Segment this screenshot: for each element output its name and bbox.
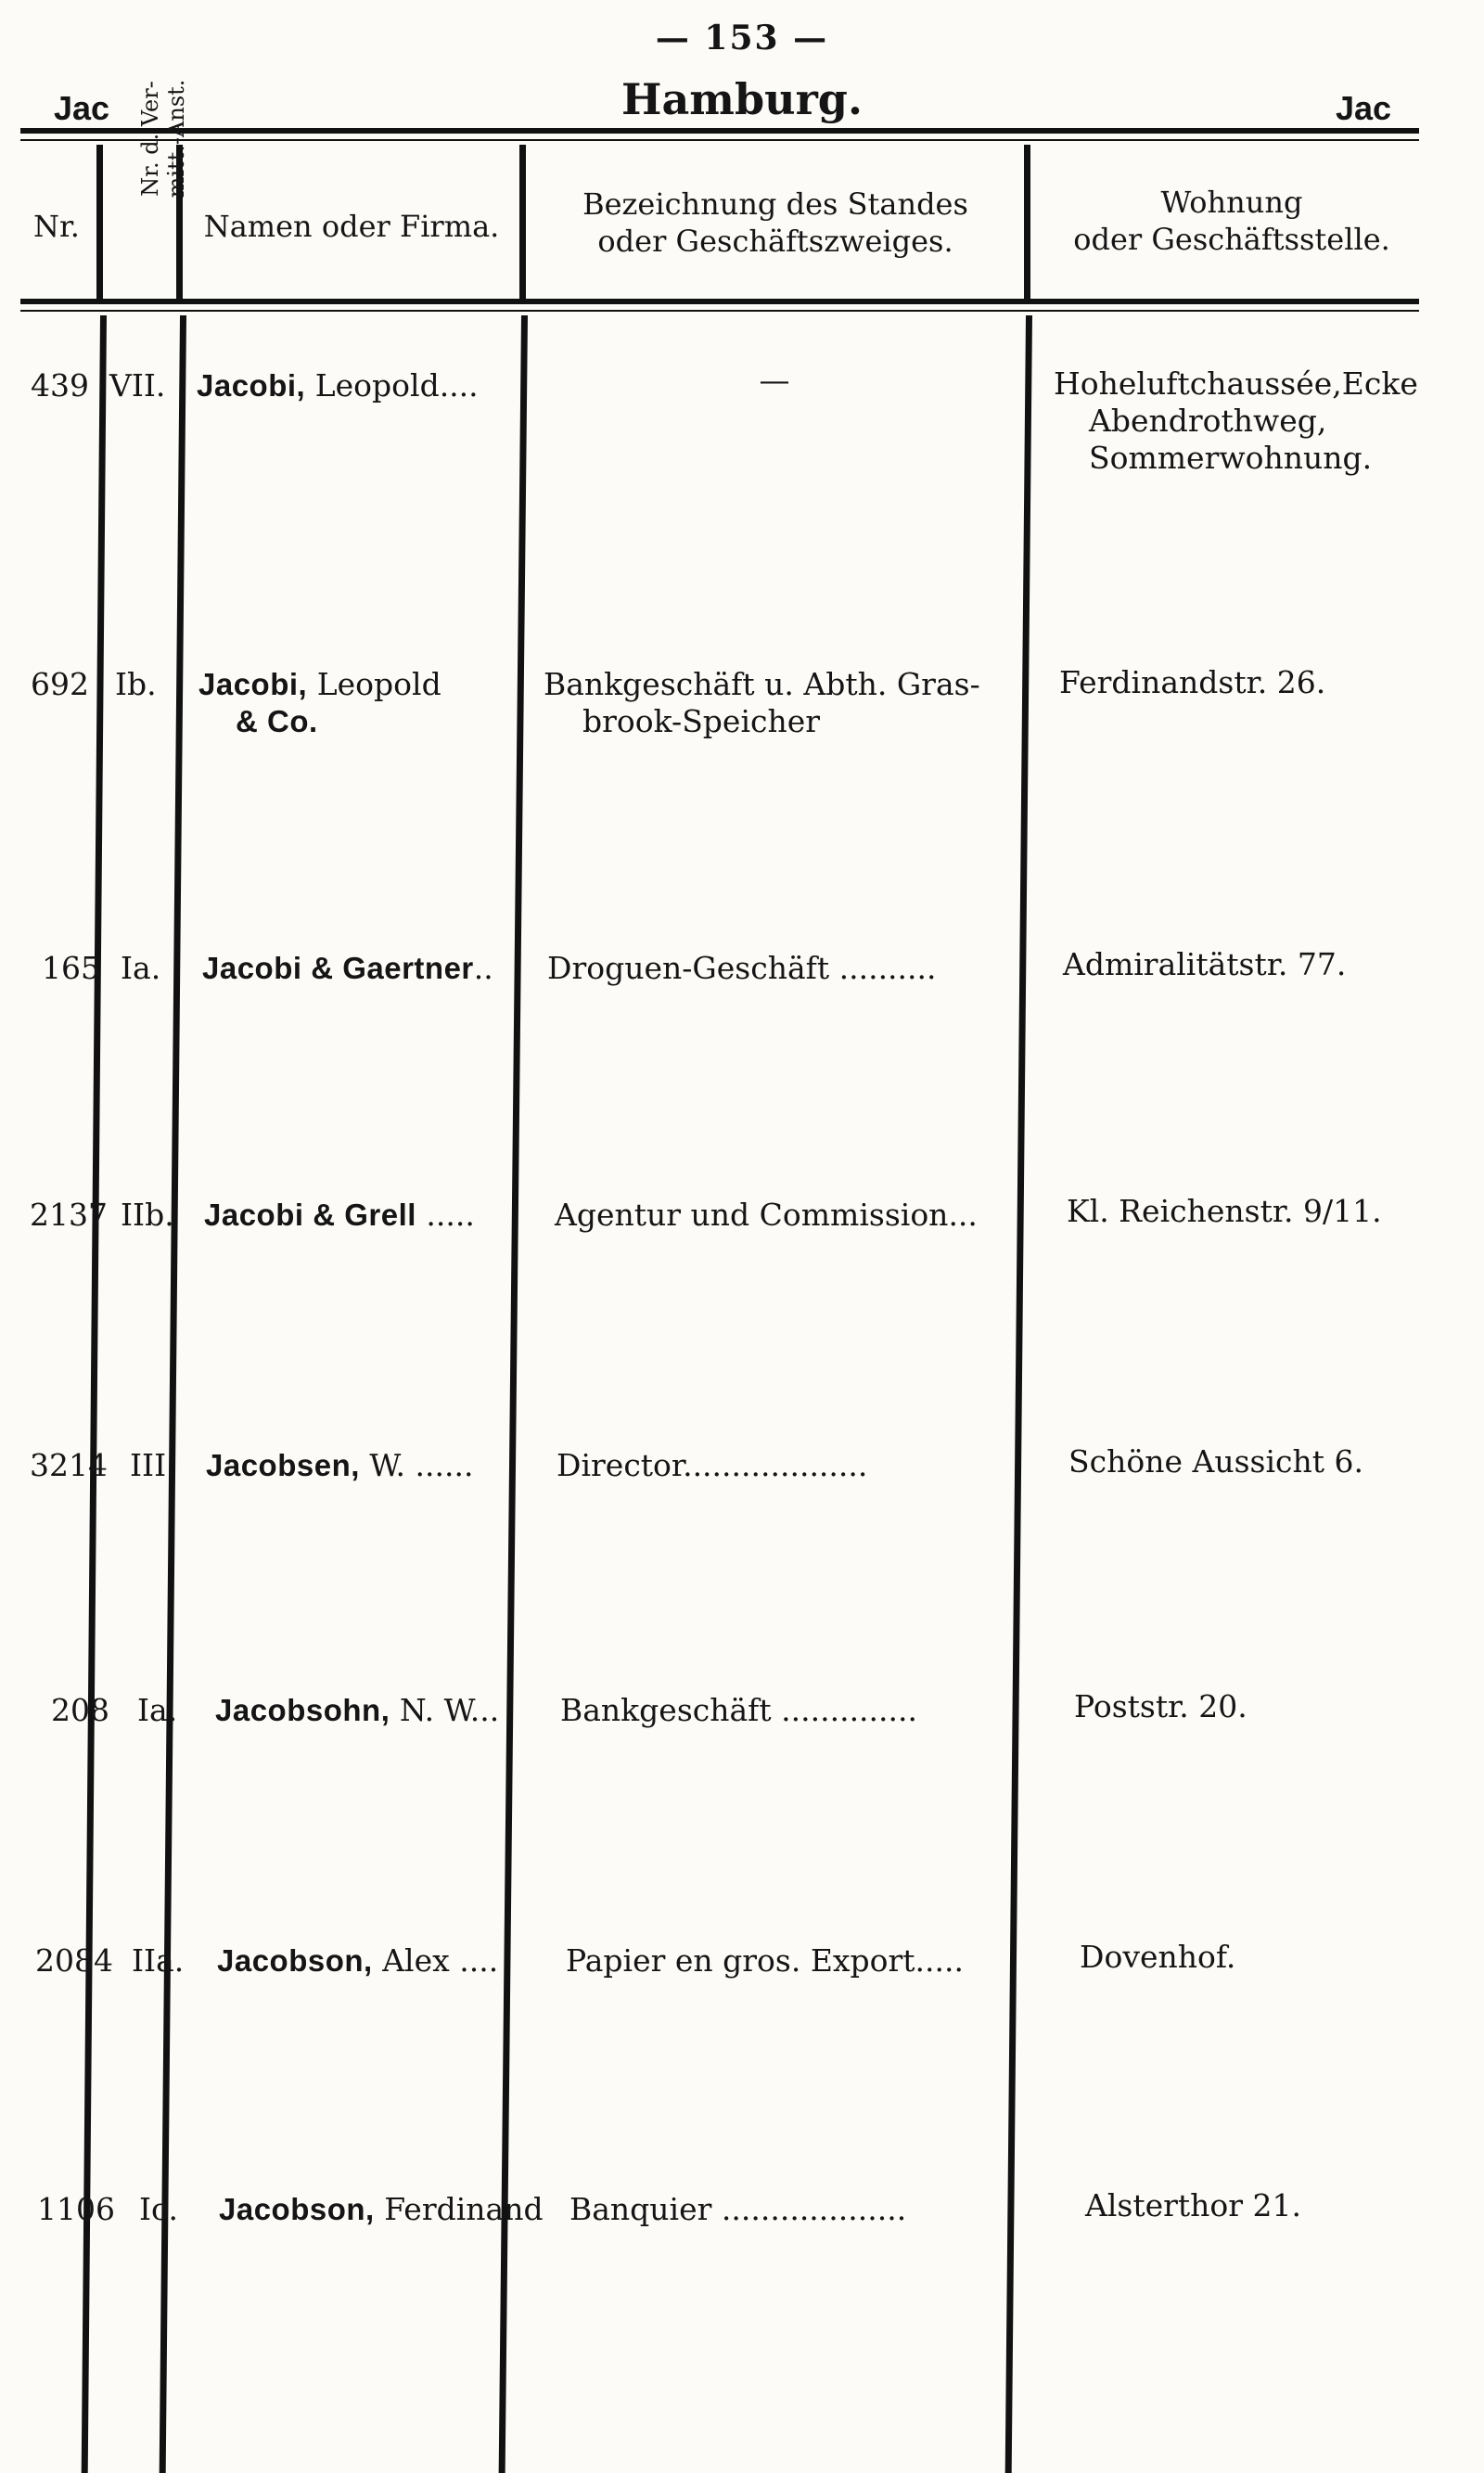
entry-occupation-line2: brook-Speicher: [582, 703, 821, 739]
col-header-vermittlung: Nr. d. Ver- mitt.-Anst.: [137, 79, 189, 199]
entry-number: 2084: [35, 1942, 113, 1979]
entry-occupation: Agentur und Commission...: [555, 1197, 978, 1233]
entry-occupation: —: [759, 362, 790, 398]
entry-number: 208: [51, 1692, 109, 1728]
col-divider-3: [499, 315, 528, 2473]
entry-address: Kl. Reichenstr. 9/11.: [1067, 1193, 1382, 1229]
col-divider-2: [160, 315, 186, 2473]
entry-address: Poststr. 20.: [1074, 1688, 1247, 1724]
entry-occupation: Banquier ...................: [569, 2191, 907, 2227]
entry-occupation: Bankgeschäft u. Abth. Gras-: [544, 666, 980, 702]
entry-number: 692: [31, 666, 89, 702]
entry-address: Dovenhof.: [1080, 1939, 1236, 1975]
column-header-rule-thin: [20, 310, 1419, 312]
agency-class: Ib.: [115, 666, 157, 702]
agency-class: Ia.: [121, 950, 161, 986]
entry-address: Hoheluftchaussée,Ecke: [1054, 365, 1418, 402]
running-head-left: Jac: [54, 89, 110, 127]
entry-address: Ferdinandstr. 26.: [1059, 664, 1326, 700]
entry-occupation: Bankgeschäft ..............: [560, 1692, 917, 1728]
entry-name-line2: & Co.: [236, 704, 318, 738]
entry-address: Alsterthor 21.: [1085, 2187, 1302, 2223]
entry-number: 439: [31, 367, 89, 404]
agency-class: IIa.: [132, 1942, 185, 1979]
running-head-right: Jac: [1336, 89, 1392, 127]
entry-number: 3214: [30, 1447, 108, 1483]
agency-class: Ia.: [137, 1692, 178, 1728]
entry-address-line3: Sommerwohnung.: [1089, 440, 1373, 476]
col-header-address: Wohnung oder Geschäftsstelle.: [1073, 185, 1390, 257]
col-divider-3-header: [519, 145, 526, 299]
page-number: — 153 —: [655, 19, 829, 58]
entry-occupation: Director...................: [556, 1447, 868, 1483]
entry-number: 165: [42, 950, 100, 986]
entry-name: Jacobson, Ferdinand: [219, 2191, 544, 2227]
entry-number: 1106: [37, 2191, 115, 2227]
entry-name: Jacobi, Leopold....: [197, 367, 479, 404]
col-divider-1-header: [96, 145, 103, 299]
column-header-rule: [20, 299, 1419, 304]
entry-occupation: Droguen-Geschäft ..........: [547, 950, 937, 986]
entry-address: Schöne Aussicht 6.: [1068, 1443, 1363, 1480]
entry-name: Jacobsohn, N. W...: [215, 1692, 500, 1728]
agency-class: Ic.: [139, 2191, 179, 2227]
col-header-name: Namen oder Firma.: [203, 209, 500, 244]
agency-class: III.: [130, 1447, 176, 1483]
agency-class: VII.: [109, 367, 166, 404]
entry-name: Jacobsen, W. ......: [206, 1447, 474, 1483]
entry-name: Jacobi & Gaertner..: [202, 950, 493, 986]
entry-occupation: Papier en gros. Export.....: [566, 1942, 964, 1979]
entry-address: Admiralitätstr. 77.: [1063, 946, 1347, 982]
entry-name: Jacobi & Grell .....: [204, 1197, 475, 1233]
col-divider-1: [82, 315, 107, 2473]
entry-name: Jacobson, Alex ....: [217, 1942, 499, 1979]
col-divider-4: [1005, 315, 1032, 2473]
col-divider-4-header: [1024, 145, 1030, 299]
page-title: Hamburg.: [621, 74, 863, 124]
col-header-stand: Bezeichnung des Standes oder Geschäftszweiges.: [582, 186, 968, 259]
entry-address-line2: Abendrothweg,: [1089, 403, 1327, 439]
header-rule-thin: [20, 139, 1419, 141]
entry-name: Jacobi, Leopold: [198, 666, 441, 702]
header-rule-top: [20, 128, 1419, 134]
entry-number: 2137: [30, 1197, 108, 1233]
col-header-nr: Nr.: [33, 209, 80, 244]
agency-class: IIb.: [121, 1197, 174, 1233]
